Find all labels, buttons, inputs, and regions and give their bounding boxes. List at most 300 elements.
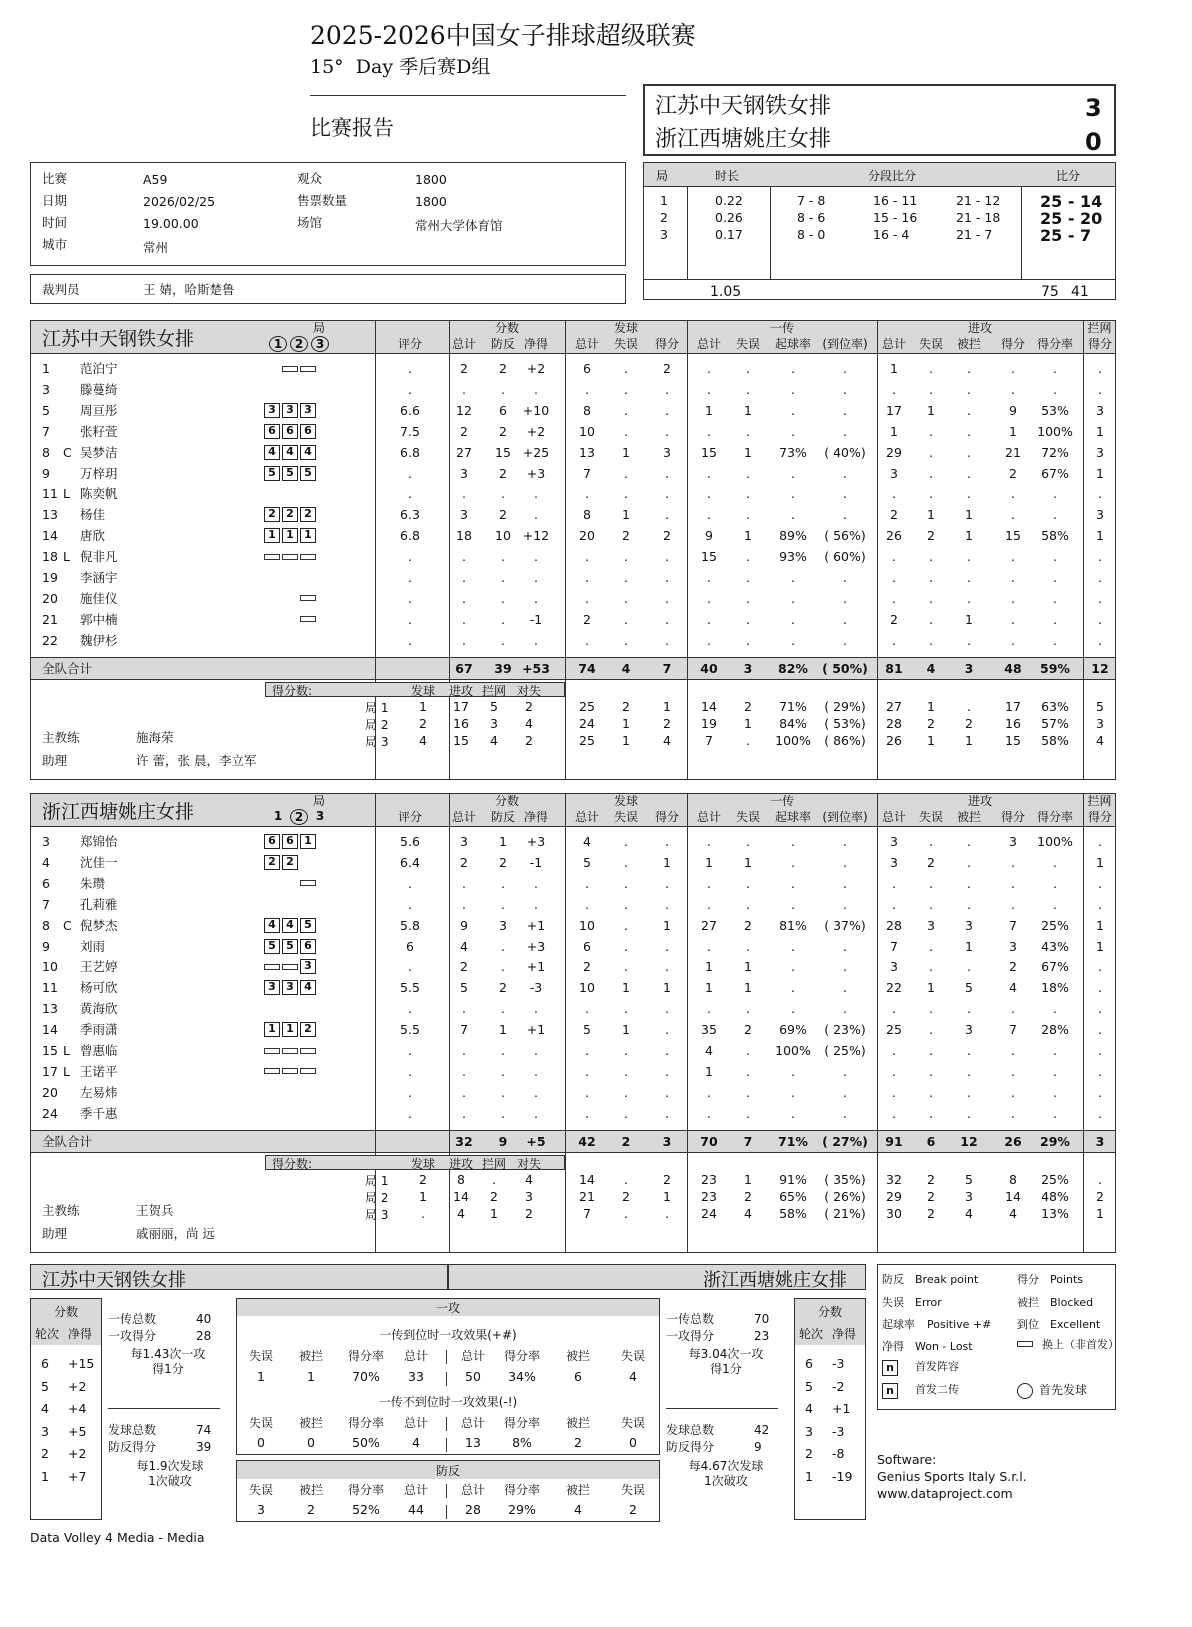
player-stat: 2	[460, 423, 468, 439]
player-stat: .	[624, 959, 628, 975]
player-stat: 22	[886, 980, 902, 996]
player-stat: -3	[529, 980, 543, 996]
player-stat: 69%	[779, 1022, 807, 1038]
player-stat: .	[929, 444, 933, 460]
player-stat: .	[967, 632, 971, 648]
set-stat: 4	[744, 1206, 752, 1221]
player-stat: .	[967, 423, 971, 439]
player-stat: 1	[1096, 854, 1104, 870]
player-stat: .	[746, 1084, 750, 1100]
set-points-value: 8	[457, 1172, 465, 1187]
player-stat: 5	[583, 854, 591, 870]
player-stat: .	[707, 361, 711, 376]
player-stat: .	[929, 361, 933, 376]
bottom-team-b-name: 浙江西塘姚庄女排	[703, 1270, 847, 1291]
player-stat: .	[462, 486, 466, 502]
team-total: 70	[700, 1134, 718, 1149]
player-stat: .	[929, 1084, 933, 1100]
player-stat: .	[585, 1105, 589, 1121]
set-label: 局 2	[365, 1191, 389, 1205]
starting-position-icon: 6	[264, 834, 280, 849]
player-stat: .	[462, 381, 466, 397]
player-stat: .	[665, 834, 669, 849]
legend-value: Break point	[915, 1273, 979, 1286]
player-number: 7	[42, 896, 50, 912]
divider	[446, 1438, 447, 1452]
player-stat: 1	[744, 402, 752, 418]
player-stat: .	[791, 938, 795, 954]
player-stat: .	[746, 486, 750, 502]
group-block: 拦网	[1087, 321, 1112, 335]
set-stat: ( 21%)	[824, 1206, 866, 1221]
team-total: 7	[662, 661, 672, 676]
player-stat: .	[1053, 486, 1057, 502]
mid-header: 得分率	[347, 1416, 384, 1430]
player-stat: .	[1011, 549, 1015, 565]
player-name: 倪非凡	[80, 549, 118, 565]
mid-value: 4	[412, 1435, 420, 1450]
total-points-b: 41	[1071, 284, 1089, 300]
player-set-positions	[264, 423, 318, 439]
set-mark: 2	[290, 809, 308, 825]
player-stat: .	[501, 570, 505, 585]
column-header: 总计	[881, 337, 906, 351]
player-stat: .	[791, 611, 795, 627]
player-stat: .	[967, 361, 971, 376]
player-set-positions	[264, 569, 318, 584]
player-stat: 12	[456, 402, 472, 418]
substitute-icon	[300, 366, 316, 372]
set-stat: ( 53%)	[824, 716, 866, 731]
player-stat: .	[1098, 896, 1102, 912]
starting-position-icon: 4	[282, 445, 298, 460]
player-stat: .	[707, 381, 711, 397]
player-stat: 6.6	[400, 402, 420, 418]
column-header: 被拦	[956, 810, 981, 824]
player-set-positions	[264, 506, 318, 522]
rotation-a-net-label: 净得	[68, 1327, 93, 1341]
player-stat: .	[746, 938, 750, 954]
starting-position-icon: 6	[300, 424, 316, 439]
player-stat: 10	[579, 980, 595, 996]
player-stat: .	[843, 1063, 847, 1079]
mid-value: 44	[408, 1502, 424, 1517]
player-stat: .	[1011, 1001, 1015, 1017]
player-stat: .	[746, 834, 750, 849]
legend-key: 被拦	[1017, 1296, 1039, 1309]
player-stat: 10	[579, 423, 595, 439]
player-stat: .	[791, 402, 795, 418]
player-stat: 1	[927, 507, 935, 523]
rotation-net: +2	[68, 1446, 87, 1461]
set-stat: ( 29%)	[824, 699, 866, 714]
player-stat: 5	[460, 980, 468, 996]
set-number: 1	[660, 193, 668, 208]
legend-value: Error	[915, 1296, 942, 1309]
player-stat: .	[967, 1105, 971, 1121]
starting-position-icon: 1	[282, 1022, 298, 1037]
a-recv-total: 40	[196, 1312, 212, 1326]
team-name: 浙江西塘姚庄女排	[42, 801, 195, 823]
player-stat: 7	[1009, 917, 1017, 933]
info-value: 2026/02/25	[143, 194, 216, 209]
player-stat: 20	[579, 528, 595, 544]
team-total: 32	[455, 1134, 473, 1149]
player-stat: .	[929, 875, 933, 891]
player-stat: .	[746, 1105, 750, 1121]
player-stat: .	[462, 896, 466, 912]
player-stat: .	[967, 590, 971, 606]
set-stat: 100%	[775, 733, 811, 748]
player-stat: .	[501, 1043, 505, 1058]
player-stat: 2	[499, 465, 507, 481]
player-stat: 73%	[779, 444, 807, 460]
column-header: 起球率	[774, 810, 811, 824]
player-stat: .	[408, 570, 412, 585]
player-stat: .	[791, 423, 795, 439]
player-stat: .	[624, 381, 628, 397]
player-name: 孔莉雅	[80, 896, 118, 912]
player-number: 5	[42, 402, 50, 418]
player-set-positions	[264, 381, 318, 396]
b-bp-note: 每4.67次发球 1次破攻	[688, 1459, 764, 1488]
player-stat: .	[746, 632, 750, 648]
set-stat: 19	[701, 716, 717, 731]
set-duration: 0.26	[715, 210, 743, 225]
group-reception: 一传	[769, 794, 794, 808]
player-set-positions	[264, 611, 318, 626]
set-number: 2	[660, 210, 668, 225]
set-mark: 3	[315, 809, 325, 823]
column-header: 总计	[574, 337, 599, 351]
player-stat: 7	[1009, 1022, 1017, 1038]
mid-header: 被拦	[298, 1416, 323, 1430]
player-stat: .	[929, 381, 933, 397]
rotation-net: -3	[832, 1423, 845, 1439]
player-stat: 15	[701, 549, 717, 565]
rotation-net: +2	[68, 1378, 87, 1394]
player-stat: 67%	[1041, 959, 1069, 975]
player-stat: .	[967, 1063, 971, 1079]
set-stat: 5	[1096, 699, 1104, 714]
player-stat: .	[707, 570, 711, 585]
set-stat: 14	[701, 699, 717, 714]
break-point-title: 防反	[435, 1464, 460, 1478]
player-stat: ( 25%)	[824, 1043, 866, 1058]
starting-position-icon: 6	[282, 424, 298, 439]
player-set-positions	[264, 1105, 318, 1120]
b-bp-pts: 9	[754, 1440, 762, 1454]
set-stat: 65%	[779, 1189, 807, 1204]
set-partial-16: 15 - 16	[873, 210, 918, 225]
player-stat: 2	[663, 361, 671, 376]
player-stat: 4	[1009, 980, 1017, 996]
player-stat: .	[534, 590, 538, 606]
player-stat: .	[1011, 507, 1015, 523]
player-number: 19	[42, 570, 58, 585]
info-value: 1800	[415, 194, 447, 209]
player-name: 施佳仪	[80, 590, 118, 606]
set-stat: 1	[663, 699, 671, 714]
set-stat: 4	[1096, 733, 1104, 748]
team-total: 12	[1091, 661, 1109, 676]
player-name: 吴梦洁	[80, 444, 118, 460]
info-label: 日期	[42, 193, 68, 208]
player-stat: .	[791, 1063, 795, 1079]
b-serve-total: 42	[754, 1423, 770, 1437]
player-stat: .	[843, 402, 847, 418]
player-stat: .	[707, 896, 711, 912]
player-stat: .	[462, 570, 466, 585]
column-header: 得分	[1087, 810, 1112, 824]
a-serve-total-label: 发球总数	[108, 1423, 157, 1437]
mid-header: 总计	[460, 1416, 485, 1430]
player-stat: .	[462, 1001, 466, 1017]
player-stat: 1	[744, 444, 752, 460]
set-mark: 2	[290, 336, 308, 352]
column-header: 起球率	[774, 337, 811, 351]
player-set-positions	[264, 1084, 318, 1099]
set-points-value: 2	[490, 1189, 498, 1204]
player-stat: .	[408, 361, 412, 376]
player-stat: .	[1098, 381, 1102, 397]
player-stat: .	[408, 959, 412, 975]
player-stat: .	[746, 423, 750, 439]
player-number: 14	[42, 1022, 58, 1038]
player-stat: 6	[499, 402, 507, 418]
player-stat: .	[408, 549, 412, 565]
set-stat: 24	[701, 1206, 717, 1221]
player-stat: 27	[701, 917, 717, 933]
a-recv-total-label: 一传总数	[108, 1312, 157, 1326]
player-stat: 67%	[1041, 465, 1069, 481]
player-stat: .	[967, 896, 971, 912]
player-stat: .	[707, 423, 711, 439]
player-stat: .	[843, 959, 847, 975]
info-value: 常州大学体育馆	[415, 218, 503, 233]
player-stat: 1	[1009, 423, 1017, 439]
set-stat: 2	[622, 1189, 630, 1204]
team-total: 3	[743, 661, 753, 676]
player-stat: .	[892, 632, 896, 648]
player-number: 10	[42, 959, 58, 975]
substitute-icon	[300, 616, 316, 622]
player-stat: .	[1098, 1105, 1102, 1121]
starting-position-icon: 4	[264, 445, 280, 460]
set-points-value: 1	[419, 699, 427, 714]
player-number: 13	[42, 1001, 58, 1017]
a-so-pts: 28	[196, 1329, 212, 1343]
player-stat: 15	[701, 444, 717, 460]
player-name: 张籽萱	[80, 423, 118, 439]
legend-key: 净得	[882, 1340, 904, 1353]
player-stat: .	[892, 1105, 896, 1121]
player-stat: +3	[526, 938, 546, 954]
set-partial-16: 16 - 4	[873, 227, 910, 242]
player-stat: +2	[526, 361, 546, 376]
column-header: 被拦	[956, 337, 981, 351]
starting-position-icon: 4	[300, 980, 316, 995]
mid-header: 被拦	[298, 1349, 323, 1363]
column-header: 净得	[523, 810, 548, 824]
player-stat: .	[624, 486, 628, 502]
player-stat: 10	[495, 528, 511, 544]
mid-value: 2	[574, 1435, 582, 1450]
player-stat: .	[462, 1105, 466, 1121]
set-stat: 7	[583, 1206, 591, 1221]
set-points-value: 4	[525, 716, 533, 731]
set-partial-8: 7 - 8	[797, 193, 826, 208]
coach-label: 主教练	[42, 1203, 80, 1218]
player-stat: .	[929, 959, 933, 975]
rotation-net: -8	[832, 1446, 845, 1461]
player-stat: .	[624, 1063, 628, 1079]
player-number: 17	[42, 1063, 58, 1079]
rotation-b-points-label: 分数	[817, 1305, 842, 1319]
player-stat: .	[1098, 959, 1102, 975]
player-stat: .	[665, 938, 669, 954]
mid-header: 得分率	[503, 1483, 540, 1497]
player-name: 唐欣	[80, 528, 106, 544]
set-label: 局 3	[365, 1208, 389, 1222]
player-stat: .	[791, 959, 795, 975]
set-points-value: 2	[525, 1206, 533, 1221]
points-type-header: 拦网	[481, 684, 506, 698]
player-set-positions	[264, 875, 318, 890]
team-total: 42	[578, 1134, 596, 1149]
player-stat: .	[624, 590, 628, 606]
circle-icon	[1017, 1383, 1033, 1399]
player-stat: 2	[460, 361, 468, 376]
player-stat: .	[501, 611, 505, 627]
player-stat: .	[1053, 1105, 1057, 1121]
team-total: 59%	[1040, 661, 1070, 676]
player-stat: .	[791, 507, 795, 523]
so-negative-title: 一传不到位时一攻效果(-!)	[378, 1395, 518, 1409]
player-stat: 3	[965, 1022, 973, 1038]
player-stat: .	[707, 486, 711, 502]
player-stat: .	[624, 549, 628, 565]
set-partial-21: 21 - 12	[956, 193, 1001, 208]
set-stat: 2	[744, 1189, 752, 1204]
mid-value: 34%	[508, 1369, 536, 1384]
player-stat: .	[624, 1043, 628, 1058]
info-value: A59	[143, 172, 168, 187]
info-label: 场馆	[297, 215, 323, 230]
set-points-value: 1	[419, 1189, 427, 1204]
player-stat: .	[665, 549, 669, 565]
player-stat: +3	[526, 834, 546, 849]
set-mark: 1	[269, 336, 287, 352]
player-stat: 1	[890, 361, 898, 376]
player-stat: 2	[460, 854, 468, 870]
substitute-icon	[300, 554, 316, 560]
player-stat: .	[665, 507, 669, 523]
set-stat: ( 35%)	[824, 1172, 866, 1187]
player-stat: .	[843, 361, 847, 376]
starting-position-icon: 3	[282, 403, 298, 418]
b-so-pts: 23	[754, 1329, 770, 1343]
player-stat: 1	[663, 980, 671, 996]
player-stat: 1	[663, 854, 671, 870]
set-stat: .	[624, 1172, 628, 1187]
referee-box	[30, 274, 626, 304]
team-total: 4	[926, 661, 936, 676]
group-points: 分数	[494, 321, 519, 335]
team-total: 3	[964, 661, 974, 676]
a-bp-note: 每1.9次发球 1次破攻	[136, 1459, 204, 1488]
player-stat: .	[707, 1001, 711, 1017]
info-label: 售票数量	[297, 193, 348, 208]
team-total: 81	[885, 661, 903, 676]
player-stat: 1	[927, 980, 935, 996]
player-stat: .	[843, 1001, 847, 1017]
player-stat: .	[624, 1105, 628, 1121]
player-stat: .	[967, 1084, 971, 1100]
player-stat: .	[746, 570, 750, 585]
set-stat: 17	[1005, 699, 1021, 714]
player-set-positions	[264, 1000, 318, 1015]
rotation-a-points-label: 分数	[53, 1305, 78, 1319]
rotation-net: -2	[832, 1378, 845, 1394]
team-total: 74	[578, 661, 596, 676]
player-stat: .	[1053, 549, 1057, 565]
player-stat: .	[892, 486, 896, 502]
player-stat: 3	[965, 917, 973, 933]
player-stat: .	[892, 1001, 896, 1017]
player-stat: .	[707, 1105, 711, 1121]
player-stat: 1	[705, 854, 713, 870]
set-score: 25 - 14	[1040, 192, 1103, 211]
mid-header: 总计	[403, 1416, 428, 1430]
player-stat: 3	[499, 917, 507, 933]
column-header: 得分率	[1036, 810, 1073, 824]
player-stat: .	[707, 465, 711, 481]
set-label: 局 1	[365, 1174, 389, 1188]
set-partial-8: 8 - 0	[797, 227, 826, 242]
player-stat: .	[746, 465, 750, 481]
player-stat: .	[892, 570, 896, 585]
player-stat: ( 60%)	[824, 549, 866, 565]
team-total: ( 50%)	[822, 661, 868, 676]
player-stat: 1	[1096, 423, 1104, 439]
starting-position-icon: 6	[300, 939, 316, 954]
player-stat: .	[665, 1063, 669, 1079]
player-stat: 1	[744, 959, 752, 975]
starting-position-icon: 1	[264, 1022, 280, 1037]
set-stat: 2	[927, 716, 935, 731]
player-name: 朱瓒	[80, 875, 106, 891]
mid-value: 28	[465, 1502, 481, 1517]
player-stat: .	[929, 1022, 933, 1038]
player-stat: .	[843, 465, 847, 481]
player-stat: 3	[1096, 444, 1104, 460]
set-points-value: 15	[453, 733, 469, 748]
player-name: 李涵宇	[80, 570, 118, 585]
player-stat: .	[1053, 590, 1057, 606]
player-stat: 25	[886, 1022, 902, 1038]
mid-value: 50	[465, 1369, 481, 1384]
set-stat: 1	[1096, 1206, 1104, 1221]
player-name: 倪梦杰	[80, 917, 118, 933]
set-points-value: 3	[490, 716, 498, 731]
starting-position-icon: 4	[264, 918, 280, 933]
points-type-header: 进攻	[448, 684, 473, 698]
match-info-box	[30, 162, 626, 266]
player-stat: 3	[460, 465, 468, 481]
player-stat: .	[843, 1105, 847, 1121]
player-stat: .	[929, 938, 933, 954]
